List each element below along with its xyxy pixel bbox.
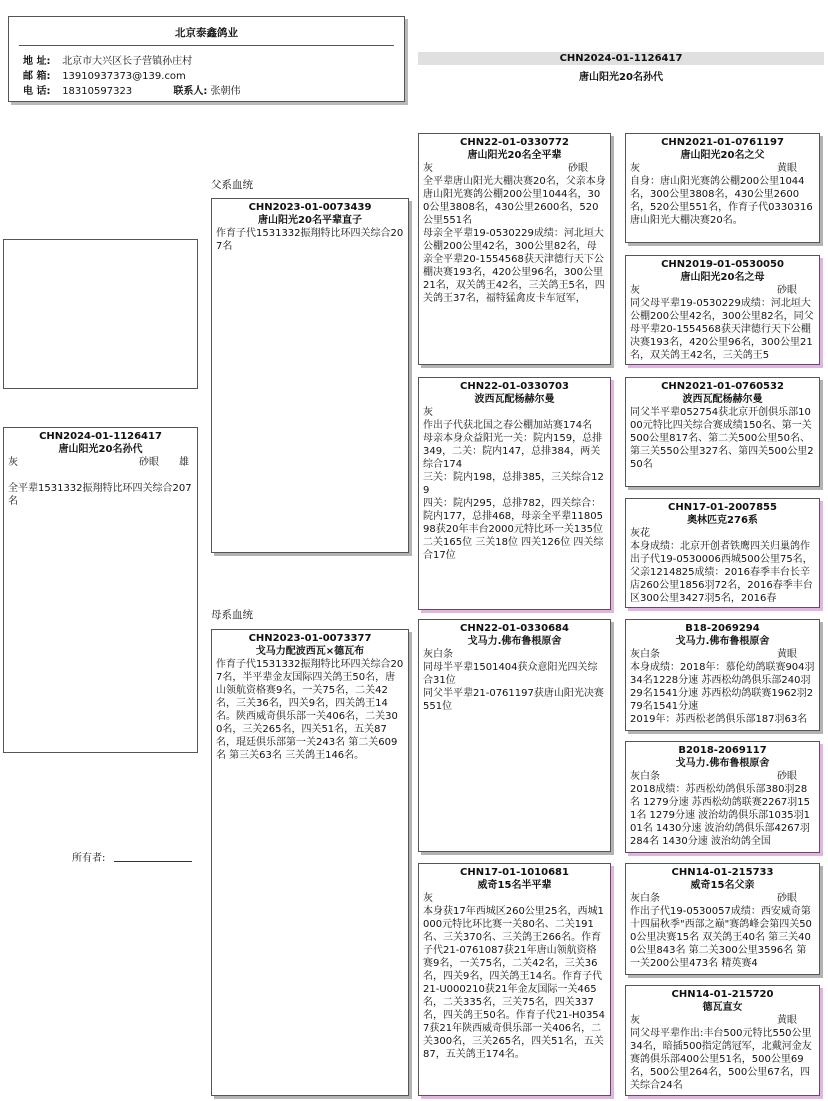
card-desc: 同父母平辈作出:丰台500元特比550公里34名，暗插500指定鸽冠军，北戴河金友赛鸽俱乐部400公里51名，500公里69名，500公里264名，500公里67名，四关综合24名 [630,1028,812,1091]
pigeon-photo-placeholder [3,239,198,389]
phone-value: 18310597323 [62,86,133,97]
card-meta [423,648,606,661]
card-name: 威奇15名父亲 [690,880,755,891]
card-ring: CHN17-01-1010681 [460,867,569,878]
card-color: 灰 [423,407,433,418]
card-name: 波西瓦配杨赫尔曼 [682,394,763,405]
sss-card [625,133,820,243]
card-desc: 作育子代1531332振翔特比环四关综合207名 [216,228,404,252]
card-name: 奥林匹克276系 [687,515,758,526]
sire-line-label: 父系血统 [211,179,253,191]
subject-card [3,427,198,753]
subject-desc: 全平辈1531332振翔特比环四关综合207名 [8,483,192,507]
card-eye: 黄眼 [777,1015,797,1026]
card-ring: CHN2021-01-0760532 [661,381,784,392]
card-color: 灰 [423,893,433,904]
ssd-card [625,255,820,365]
card-desc: 同父母平辈19-0530229成绩：河北垣大公棚200公里42名，300公里82名，同父母平辈20-1554568获天津德行天下公棚决赛193名，420公里96名，300公里21名，双关鸽王42名，三关鸽王5 [630,298,814,361]
card-ring: CHN14-01-215733 [671,867,774,878]
subject-meta [8,456,193,469]
card-ring: CHN22-01-0330772 [460,137,569,148]
phone-row [23,84,241,99]
card-eye: 黄眼 [777,649,797,660]
card-name: 唐山阳光20名全平辈 [467,150,562,161]
contact-lines [23,54,241,99]
card-meta [630,648,815,661]
card-name: 德瓦直女 [702,1002,743,1013]
card-name: 波西瓦配杨赫尔曼 [474,394,555,405]
owner-underline [114,861,192,862]
card-ring: CHN17-01-2007855 [668,502,777,513]
card-name: 威奇15名半平辈 [477,880,552,891]
card-name: 戈马力.佛布鲁根原舍 [675,758,770,769]
owner-label: 所有者: [72,853,106,864]
card-desc: 作出子代19-0530057成绩：西安威奇第十四届秋季"西部之巅"赛鸽峰会第四关500公里决赛15名 双关鸽王40名 第三关400公里843名 第二关300公里3596名 第一关200公里473名 精英赛4 [630,906,812,969]
card-ring: CHN22-01-0330703 [460,381,569,392]
card-name: 戈马力配波西瓦×德瓦布 [255,646,365,657]
subject-eye: 砂眼 [139,457,159,468]
card-color: 灰白条 [423,649,453,660]
card-meta [630,892,815,905]
card-color: 灰 [630,1015,640,1026]
card-name: 唐山阳光20名之母 [680,272,765,283]
card-name: 戈马力.佛布鲁根原舍 [467,636,562,647]
card-ring: CHN2023-01-0073377 [248,633,372,644]
subject-sex: 雄 [179,457,189,468]
card-color: 灰白条 [630,649,660,660]
card-eye: 砂眼 [568,163,588,174]
card-name: 戈马力.佛布鲁根原舍 [675,636,770,647]
card-desc: 自身：唐山阳光赛鸽公棚200公里1044名，300公里3808名，430公里2600名，520公里551名，作育子代0330316唐山阳光大棚决赛20名。 [630,176,813,226]
card-ring: CHN2019-01-0530050 [661,259,784,270]
subject-color: 灰 [8,457,18,468]
card-meta [630,284,815,297]
card-color: 灰 [630,163,640,174]
card-ring: CHN2023-01-0073439 [248,202,372,213]
subject-name: 唐山阳光20名孙代 [58,444,143,455]
dam-sire-card [418,619,611,852]
card-desc: 本身成绩：北京开创者铁鹰四关归巢鸽作出子代19-0530006西城500公里75名，父亲1214825成绩：2016春季丰台长辛店260公里1856羽72名，2016春季丰台区300公里3427羽5名，2016春 [630,541,813,604]
card-desc: 作育子代1531332振翔特比环四关综合207名，半平辈金友国际四关鸽王50名，唐山领航资格赛9名，一关75名，二关42名，三关36名，四关9名，四关鸽王14名。陕西威奇俱乐部一关406名，二关300名，三关265名，四关51名，五关87名，琨廷俱乐部第一关243名 第二关609名 第三关63名 三关鸽王146名。 [216,659,404,761]
dam-card [211,629,409,1096]
card-meta [630,162,815,175]
card-desc: 同父半平辈052754获北京开创俱乐部1000元特比四关综合赛成绩150名、第一关500公里817名、第二关500公里50名、第三关550公里327名、第四关500公里250名 [630,407,814,470]
sire-sire-card [418,133,611,365]
card-eye: 黄眼 [777,163,797,174]
address-row [23,54,241,69]
card-ring: CHN14-01-215720 [671,989,774,1000]
card-ring: B2018-2069117 [678,745,767,756]
dam-dam-card [418,863,611,1096]
contact-value: 张朝伟 [210,86,241,97]
card-color: 灰白条 [630,771,660,782]
card-meta [423,892,606,905]
ddd-card [625,985,820,1096]
dam-line-label: 母系血统 [211,609,253,621]
card-ring: B18-2069294 [685,623,760,634]
card-ring: CHN2021-01-0761197 [661,137,784,148]
card-desc: 2018成绩：苏西松幼鸽俱乐部380羽28名 1279分速 苏西松幼鸽联赛2267羽151名 1279分速 波治幼鸽俱乐部1035羽101名 1430分速 波治幼鸽俱乐部4267羽284名 1430分速 波治幼鸽全国 [630,784,810,847]
card-desc: 本身获17年西城区260公里25名，西城1000元特比环比赛一关80名、二关191名、三关370名、三关鸽王266名。作育子代21-0761087获21年唐山领航资格赛9名，一关75名，二关42名，三关36名，四关9名，四关鸽王14名。作育子代21-U000210获21年金友国际一关465名，二关335名，三关75名，四关337名，四关鸽王50名。作育子代21-H03547获21年陕西威奇俱乐部一关406名，二关300名，三关265名，四关51名，五关87，五关鸽王174名。 [423,906,606,1060]
card-desc: 作出子代获北国之春公棚加站赛174名 母亲本身众益阳光一关：院内159，总排349，二关：院内147，总排384，两关综合174 三关：院内198，总排385，三关综合129 四关：院内295，总排782，四关综合：院内177，总排468，母亲全平辈1180598获20年丰台2000元特比环一关135位 二关165位 三关18位 四关126位 四关综合17位 [423,420,604,561]
phone-label: 电 话: [23,86,51,97]
card-meta [630,770,815,783]
dss-card [625,619,820,731]
dds-card [625,863,820,975]
contact-label: 联系人: [173,86,208,97]
card-color: 灰白条 [630,893,660,904]
header-divider [19,45,394,46]
subject-ring: CHN2024-01-1126417 [39,431,162,442]
card-color: 灰 [630,285,640,296]
card-desc: 全平辈唐山阳光大棚决赛20名，父亲本身唐山阳光赛鸽公棚200公里1044名，300公里3808名，430公里2600名，520公里551名 母亲全平辈19-0530229成绩：河北垣大公棚200公里42名，300公里82名，母亲全平辈20-1554568获天津德行天下公棚决赛193名，420公里96名，300公里21名，双关鸽王42名，三关鸽王5名，四关鸽王37名，福特猛禽皮卡车冠军， [423,176,606,304]
card-meta [423,406,606,419]
card-desc: 同母半平辈1501404获众意阳光四关综合31位 同父半平辈21-0761197获唐山阳光决赛551位 [423,662,604,712]
dsd-card [625,741,820,853]
sdd-card [625,498,820,608]
card-eye: 砂眼 [777,893,797,904]
card-ring: CHN22-01-0330684 [460,623,569,634]
card-meta [630,527,815,540]
sire-card [211,198,409,553]
card-color: 灰 [423,163,433,174]
card-meta [630,1014,815,1027]
card-color: 灰花 [630,528,650,539]
owner-field [72,849,202,869]
card-name: 唐山阳光20名平辈直子 [258,215,362,226]
email-label: 邮 箱: [23,71,51,82]
card-desc: 本身成绩：2018年：慕伦幼鸽联赛904羽34名1228分速 苏西松幼鸽俱乐部240羽29名1541分速 苏西松幼鸽联赛1962羽279名1541分速 2019年：苏西松老鸽俱乐部187羽63名 [630,662,815,725]
pedigree-title: 唐山阳光20名孙代 [579,72,663,83]
breeder-info-box [8,16,405,102]
address-value: 北京市大兴区长子营镇孙庄村 [62,56,193,67]
company-name: 北京泰鑫鸽业 [175,27,238,39]
email-row [23,69,241,84]
address-label: 地 址: [23,56,51,67]
sire-dam-card [418,377,611,610]
card-meta [423,162,606,175]
sds-card [625,377,820,487]
card-eye: 砂眼 [777,285,797,296]
card-eye: 砂眼 [777,771,797,782]
card-name: 唐山阳光20名之父 [680,150,765,161]
email-value: 13910937373@139.com [62,71,186,82]
pedigree-ring-bar: CHN2024-01-1126417 [418,52,824,65]
